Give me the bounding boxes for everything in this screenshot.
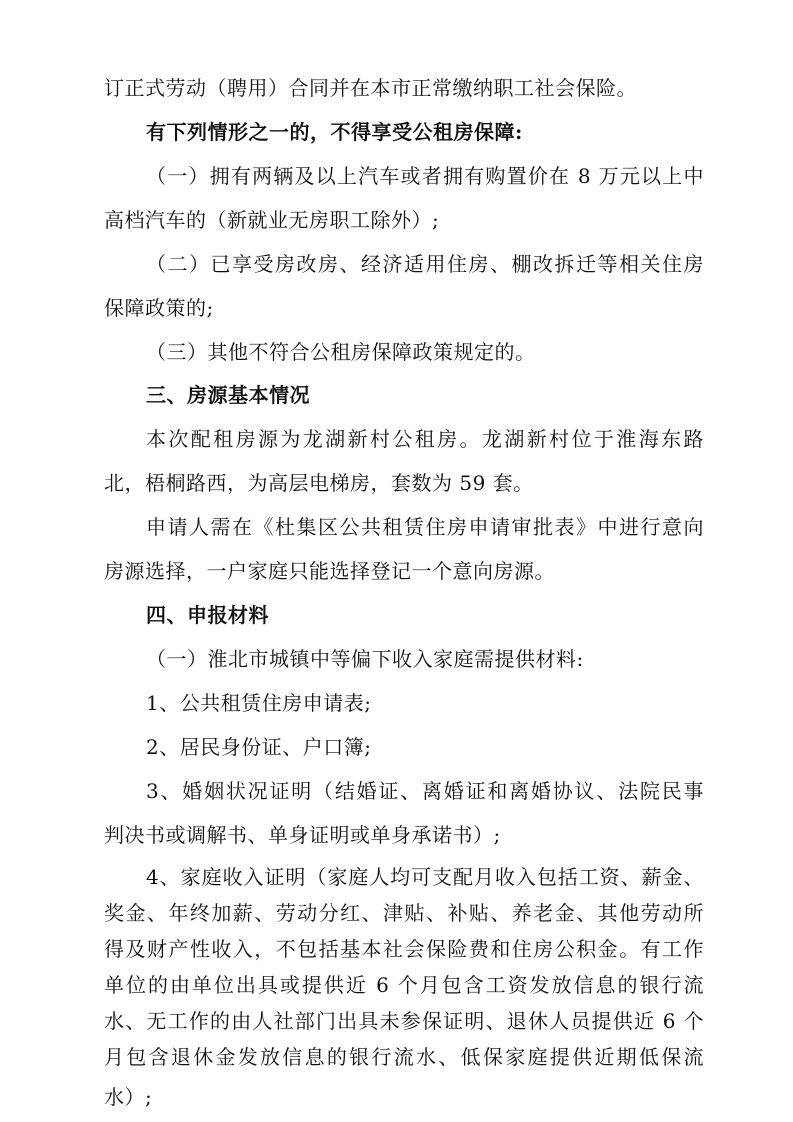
- paragraph-line: 奖金、年终加薪、劳动分红、津贴、补贴、养老金、其他劳动所: [104, 901, 704, 925]
- list-item: 2、居民身份证、户口簿;: [146, 735, 372, 759]
- paragraph-line: 单位的由单位出具或提供近 6 个月包含工资发放信息的银行流: [104, 973, 704, 997]
- section-heading: 四、申报材料: [146, 603, 269, 627]
- paragraph-line: 申请人需在《杜集区公共租赁住房申请审批表》中进行意向: [146, 515, 704, 539]
- paragraph-line: 本次配租房源为龙湖新村公租房。龙湖新村位于淮海东路: [146, 427, 704, 451]
- paragraph-line: 订正式劳动（聘用）合同并在本市正常缴纳职工社会保险。: [104, 76, 637, 100]
- paragraph-line: （二）已享受房改房、经济适用住房、棚改拆迁等相关住房: [146, 252, 704, 276]
- paragraph-line: 高档汽车的（新就业无房职工除外）;: [104, 208, 440, 232]
- paragraph-line: 水）;: [104, 1085, 153, 1109]
- section-heading: 三、房源基本情况: [146, 383, 310, 407]
- paragraph-line: 判决书或调解书、单身证明或单身承诺书）;: [104, 823, 501, 847]
- paragraph-line: 月包含退休金发放信息的银行流水、低保家庭提供近期低保流: [104, 1045, 704, 1069]
- paragraph-line: （三）其他不符合公租房保障政策规定的。: [146, 340, 536, 364]
- paragraph-line: （一）拥有两辆及以上汽车或者拥有购置价在 8 万元以上中: [146, 164, 704, 188]
- paragraph-line: （一）淮北市城镇中等偏下收入家庭需提供材料:: [146, 647, 584, 671]
- paragraph-line: 房源选择，一户家庭只能选择登记一个意向房源。: [104, 559, 555, 583]
- paragraph-line: 得及财产性收入，不包括基本社会保险费和住房公积金。有工作: [104, 937, 704, 961]
- section-heading: 有下列情形之一的，不得享受公租房保障:: [146, 120, 523, 144]
- paragraph-line: 水、无工作的由人社部门出具未参保证明、退休人员提供近 6 个: [104, 1009, 704, 1033]
- list-item: 4、家庭收入证明（家庭人均可支配月收入包括工资、薪金、: [146, 865, 704, 889]
- list-item: 1、公共租赁住房申请表;: [146, 691, 372, 715]
- paragraph-line: 保障政策的;: [104, 296, 214, 320]
- paragraph-line: 北，梧桐路西，为高层电梯房，套数为 59 套。: [104, 471, 534, 495]
- list-item: 3、婚姻状况证明（结婚证、离婚证和离婚协议、法院民事: [146, 779, 704, 803]
